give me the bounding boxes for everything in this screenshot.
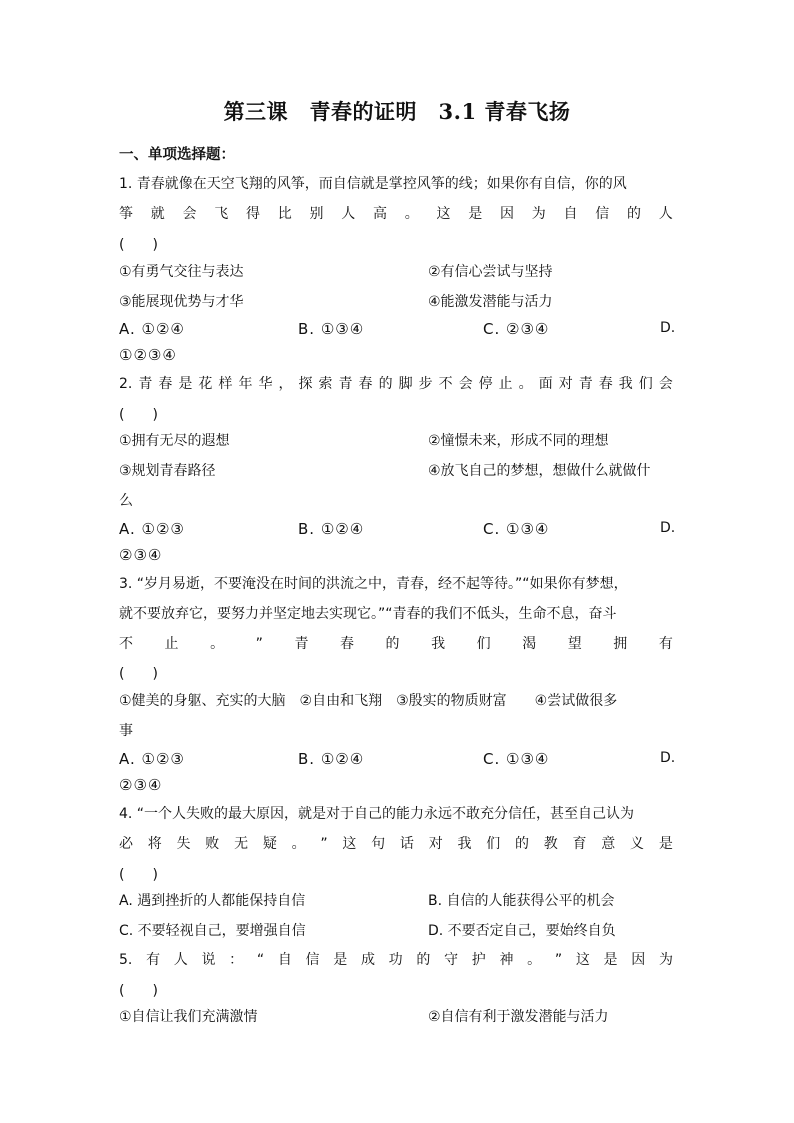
question-4-option-c: C. 不要轻视自己，要增强自信	[119, 923, 306, 939]
question-4-option-b: B. 自信的人能获得公平的机会	[428, 893, 615, 909]
question-3-choice-a: A. ①②③	[119, 750, 185, 768]
question-3-line-2: 就不要放弃它，要努力并坚定地去实现它。”“青春的我们不低头，生命不息，奋斗	[119, 606, 617, 622]
question-5-option-1: ①自信让我们充满激情	[119, 1009, 258, 1025]
question-1-choice-d: D.	[660, 320, 676, 336]
question-3-options: ①健美的身躯、充实的大脑 ②自由和飞翔 ③殷实的物质财富 ④尝试做很多	[119, 693, 618, 709]
question-2-option-4: ④放飞自己的梦想，想做什么就做什	[428, 463, 651, 479]
question-2-option-2: ②憧憬未来，形成不同的理想	[428, 433, 609, 449]
question-1-choice-a: A. ①②④	[119, 320, 185, 338]
page-title: 第三课 青春的证明 3.1 青春飞扬	[223, 99, 571, 124]
question-1-option-3: ③能展现优势与才华	[119, 294, 244, 310]
question-1-choice-c: C. ②③④	[483, 320, 550, 338]
question-1-option-1: ①有勇气交往与表达	[119, 264, 244, 280]
question-1-line-2: 筝 就 会 飞 得 比 别 人 高 。 这 是 因 为 自 信 的 人	[119, 206, 673, 222]
question-3-choice-d-value: ②③④	[119, 776, 163, 794]
question-2-answer-blank: ( )	[119, 407, 158, 423]
question-1-choice-b: B. ①③④	[298, 320, 365, 338]
question-3-line-1: 3. “岁月易逝，不要淹没在时间的洪流之中，青春，经不起等待。”“如果你有梦想，	[119, 576, 628, 592]
question-4-answer-blank: ( )	[119, 867, 158, 883]
question-3-option-4-continued: 事	[119, 723, 133, 739]
section-heading: 一、单项选择题：	[119, 147, 235, 163]
question-2-choice-b: B. ①②④	[298, 520, 365, 538]
question-2-choice-a: A. ①②③	[119, 520, 185, 538]
question-2-option-1: ①拥有无尽的遐想	[119, 433, 230, 449]
question-4-option-a: A. 遇到挫折的人都能保持自信	[119, 893, 306, 909]
question-2-line-1: 2. 青 春 是 花 样 年 华 ， 探 索 青 春 的 脚 步 不 会 停 止 。 面 对 青 春 我 们 会	[119, 376, 673, 392]
question-1-option-2: ②有信心尝试与坚持	[428, 264, 553, 280]
question-3-choice-c: C. ①③④	[483, 750, 550, 768]
question-3-line-3: 不 止 。 ” 青 春 的 我 们 渴 望 拥 有	[119, 636, 673, 652]
question-1-answer-blank: ( )	[119, 237, 158, 253]
question-1-choice-d-value: ①②③④	[119, 346, 177, 364]
question-2-choice-d: D.	[660, 520, 676, 536]
question-3-choice-d: D.	[660, 750, 676, 766]
question-4-line-1: 4. “一个人失败的最大原因，就是对于自己的能力永远不敢充分信任，甚至自己认为	[119, 806, 635, 822]
question-1-option-4: ④能激发潜能与活力	[428, 294, 553, 310]
question-4-line-2: 必 将 失 败 无 疑 。 ” 这 句 话 对 我 们 的 教 育 意 义 是	[119, 836, 673, 852]
question-3-choice-b: B. ①②④	[298, 750, 365, 768]
question-2-option-3: ③规划青春路径	[119, 463, 216, 479]
question-5-option-2: ②自信有利于激发潜能与活力	[428, 1009, 609, 1025]
question-2-choice-d-value: ②③④	[119, 546, 163, 564]
question-3-answer-blank: ( )	[119, 666, 158, 682]
question-2-option-4-continued: 么	[119, 493, 133, 509]
question-5-line-1: 5. 有 人 说 ： “ 自 信 是 成 功 的 守 护 神 。 ” 这 是 因 为	[119, 952, 673, 968]
question-1-line-1: 1. 青春就像在天空飞翔的风筝，而自信就是掌控风筝的线；如果你有自信，你的风	[119, 176, 627, 192]
question-5-answer-blank: ( )	[119, 983, 158, 999]
question-4-option-d: D. 不要否定自己，要始终自负	[428, 923, 616, 939]
question-2-choice-c: C. ①③④	[483, 520, 550, 538]
